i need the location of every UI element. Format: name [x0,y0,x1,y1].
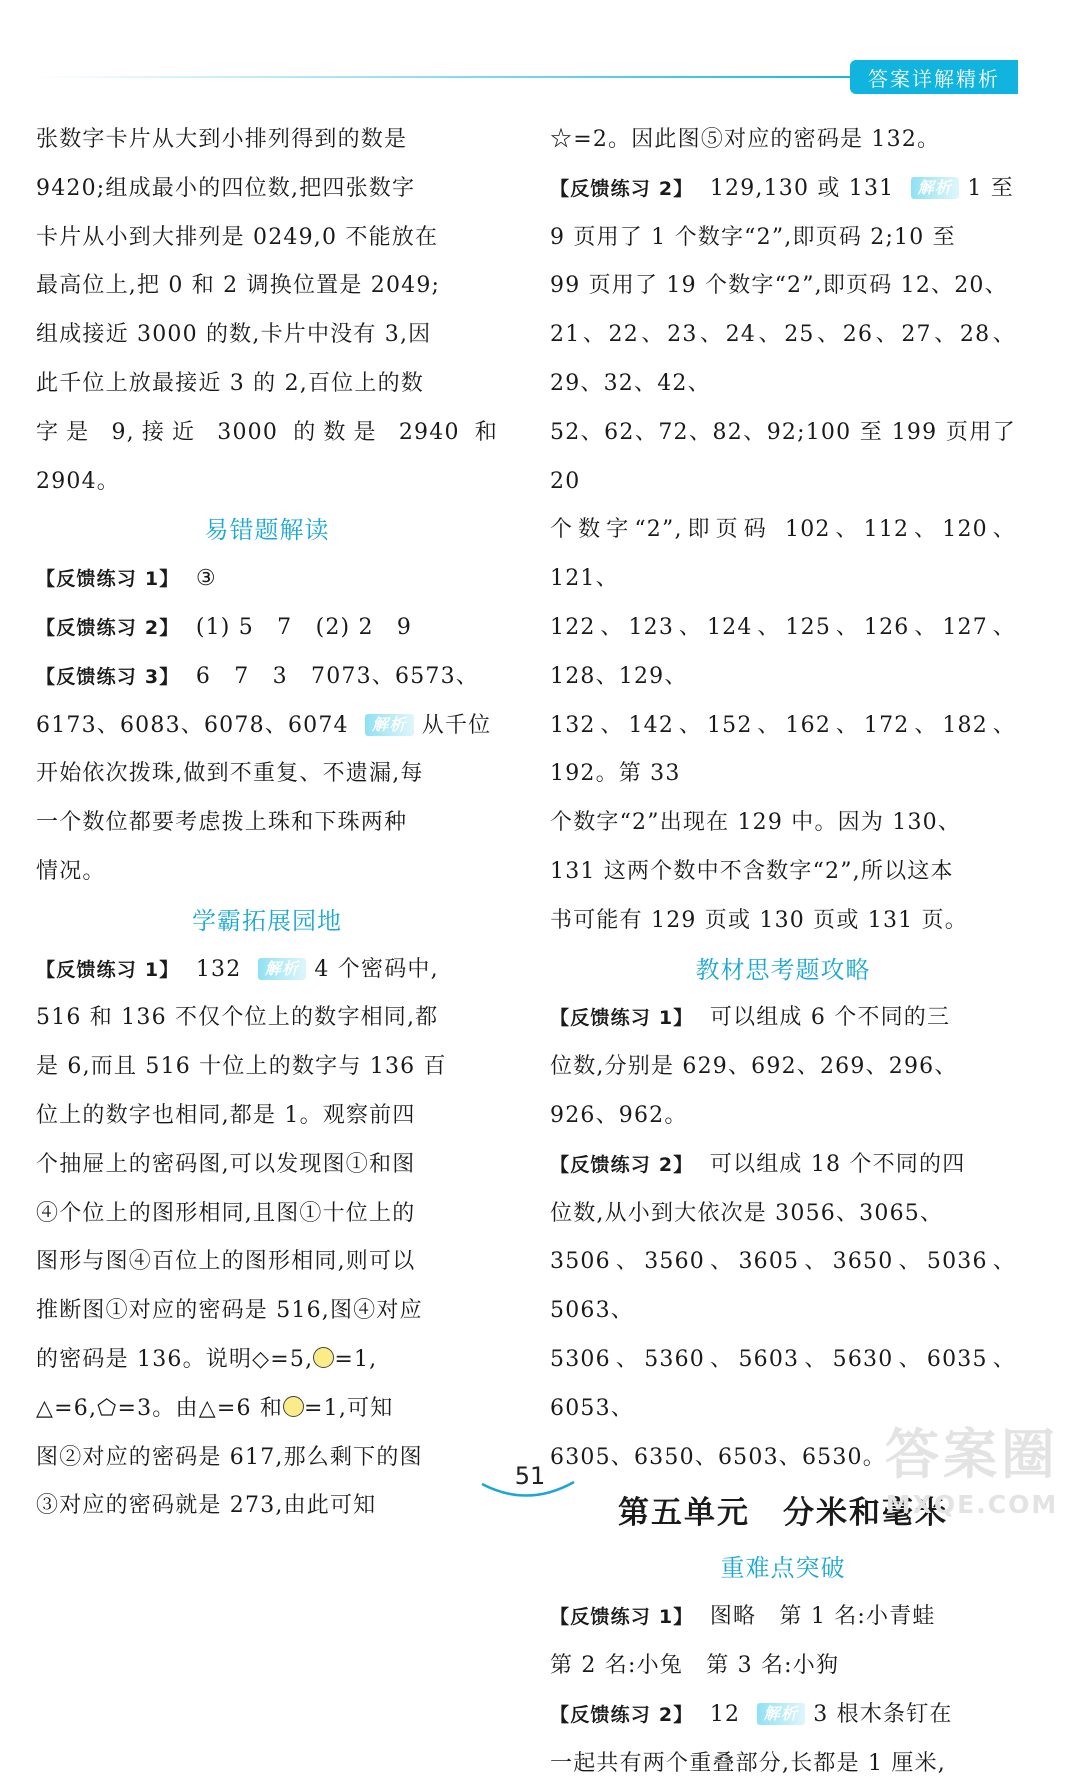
text-line: 位上的数字也相同,都是 1。观察前四 [36,1092,498,1141]
feedback-answer: 可以组成 18 个不同的四 [710,1152,966,1177]
feedback-label: 【反馈练习 1】 [36,959,179,981]
feedback-answer: 132 [196,957,242,982]
yellow-circle-icon [313,1347,334,1368]
analysis-text: 4 个密码中, [314,957,438,982]
header-rule [36,76,856,78]
analysis-tag: 解析 [757,1703,805,1725]
watermark-logo [882,1420,1062,1532]
page-number: 51 [500,1462,560,1490]
feedback-item [550,1691,1016,1740]
section-heading: 教材思考题攻略 [550,946,1016,995]
text-line [36,1336,498,1385]
text-line: 情况。 [36,848,498,897]
text-line: 3506、3560、3605、3650、5036、5063、 [550,1238,1016,1336]
text-line: 21、22、23、24、25、26、27、28、29、32、42、 [550,311,1016,409]
feedback-answer: 12 [710,1702,740,1727]
text-line: 图②对应的密码是 617,那么剩下的图 [36,1434,498,1483]
left-column [36,116,498,1531]
text-line: 926、962。 [550,1092,1016,1141]
text-line: 开始依次拨珠,做到不重复、不遗漏,每 [36,750,498,799]
text-line [36,702,498,751]
watermark-text: 答案圈 [882,1420,1062,1490]
unit-title: 第五单元 分米和毫米 [550,1482,1016,1544]
text-line: 5306、5360、5603、5630、6035、6053、 [550,1336,1016,1434]
analysis-text: 3 根木条钉在 [813,1702,952,1727]
feedback-label: 【反馈练习 3】 [36,666,179,688]
text-line: 是 6,而且 516 十位上的数字与 136 百 [36,1043,498,1092]
text-line: 9 页用了 1 个数字“2”,即页码 2;10 至 [550,214,1016,263]
analysis-tag: 解析 [911,177,959,199]
feedback-label: 【反馈练习 1】 [550,1007,693,1029]
text-line: 6305、6350、6503、6530。 [550,1434,1016,1483]
page-number-swoosh-icon [478,1478,578,1508]
text-line: 个数字“2”,即页码 102、112、120、121、 [550,506,1016,604]
text-line [36,1385,498,1434]
text-line: 第 2 名:小兔 第 3 名:小狗 [550,1642,1016,1691]
feedback-answer: 6 7 3 7073、6573、 [196,664,479,689]
text-line: 132、142、152、162、172、182、192。第 33 [550,702,1016,800]
feedback-item [550,1593,1016,1642]
text-fragment: =1,可知 [304,1396,393,1421]
feedback-answer: 可以组成 6 个不同的三 [710,1005,950,1030]
text-line: 此千位上放最接近 3 的 2,百位上的数 [36,360,498,409]
watermark-url: MXQE.COM [882,1490,1062,1519]
text-line: ④个位上的图形相同,且图①十位上的 [36,1190,498,1239]
text-line: 131 这两个数中不含数字“2”,所以这本 [550,848,1016,897]
analysis-tag: 解析 [258,958,306,980]
text-fragment: =1, [334,1347,377,1372]
text-line: 个数字“2”出现在 129 中。因为 130、 [550,799,1016,848]
feedback-label: 【反馈练习 2】 [36,617,179,639]
header-tab: 答案详解精析 [850,60,1018,94]
text-line: 字是 9,接近 3000 的数是 2940 和 2904。 [36,409,498,507]
feedback-answer: 图略 第 1 名:小青蛙 [710,1604,936,1629]
text-line: 最高位上,把 0 和 2 调换位置是 2049; [36,262,498,311]
text-line: 卡片从小到大排列是 0249,0 不能放在 [36,214,498,263]
feedback-item [36,653,498,702]
feedback-label: 【反馈练习 2】 [550,178,693,200]
feedback-label: 【反馈练习 1】 [550,1606,693,1628]
feedback-answer-cont: 6173、6083、6078、6074 [36,713,349,738]
text-line: 推断图①对应的密码是 516,图④对应 [36,1287,498,1336]
feedback-answer: (1) 5 7 (2) 2 9 [196,615,412,640]
analysis-text: 从千位 [422,713,492,738]
text-line: 组成接近 3000 的数,卡片中没有 3,因 [36,311,498,360]
text-line: 99 页用了 19 个数字“2”,即页码 12、20、 [550,262,1016,311]
text-fragment: △=6,⬠=3。由△=6 和 [36,1396,283,1421]
right-column [550,116,1016,1788]
section-heading: 学霸拓展园地 [36,897,498,946]
feedback-item [550,1141,1016,1190]
text-line: 张数字卡片从大到小排列得到的数是 [36,116,498,165]
text-line: 个抽屉上的密码图,可以发现图①和图 [36,1141,498,1190]
text-line: ☆=2。因此图⑤对应的密码是 132。 [550,116,1016,165]
text-line: 122、123、124、125、126、127、128、129、 [550,604,1016,702]
section-heading: 易错题解读 [36,506,498,555]
text-line: ③对应的密码就是 273,由此可知 [36,1482,498,1531]
text-fragment: 的密码是 136。说明◇=5, [36,1347,313,1372]
feedback-label: 【反馈练习 2】 [550,1704,693,1726]
text-line: 位数,分别是 629、692、269、296、 [550,1043,1016,1092]
analysis-text: 1 至 [967,176,1014,201]
text-line: 516 和 136 不仅个位上的数字相同,都 [36,994,498,1043]
feedback-item [550,994,1016,1043]
text-line: 9420;组成最小的四位数,把四张数字 [36,165,498,214]
analysis-tag: 解析 [365,714,413,736]
feedback-label: 【反馈练习 2】 [550,1154,693,1176]
text-line: 52、62、72、82、92;100 至 199 页用了 20 [550,409,1016,507]
feedback-item [550,165,1016,214]
section-heading: 重难点突破 [550,1544,1016,1593]
yellow-circle-icon [283,1396,304,1417]
text-line: 图形与图④百位上的图形相同,则可以 [36,1238,498,1287]
text-line: 一起共有两个重叠部分,长都是 1 厘米, [550,1740,1016,1788]
feedback-item [36,555,498,604]
feedback-answer: ③ [196,566,217,591]
feedback-item [36,946,498,995]
text-line: 一个数位都要考虑拨上珠和下珠两种 [36,799,498,848]
feedback-label: 【反馈练习 1】 [36,568,179,590]
feedback-item [36,604,498,653]
text-line: 书可能有 129 页或 130 页或 131 页。 [550,897,1016,946]
text-line: 位数,从小到大依次是 3056、3065、 [550,1190,1016,1239]
feedback-answer: 129,130 或 131 [710,176,895,201]
